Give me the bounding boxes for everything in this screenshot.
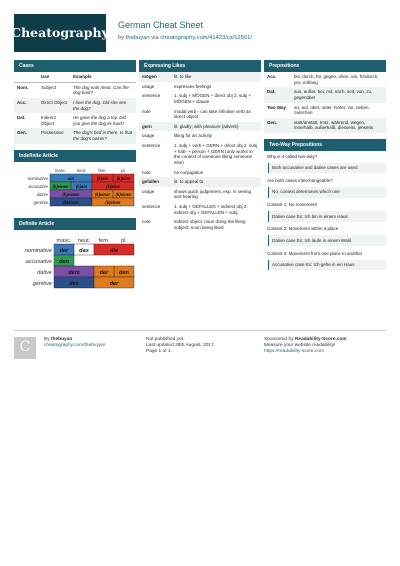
likes-value: expresses feelings <box>174 83 212 89</box>
column-2 <box>139 60 261 239</box>
table-row <box>139 217 261 232</box>
article-form: den <box>59 258 69 265</box>
case-example: The dog eats meat. Can the dog bark? <box>73 84 129 96</box>
gender-column-label: pl. <box>121 237 127 244</box>
two-way-answer: No, context determines which one <box>268 187 386 198</box>
table-row <box>264 72 386 87</box>
case-row-label: accusative <box>25 258 52 265</box>
article-form: (k)eines <box>63 199 79 205</box>
article-form: (k)ein <box>96 175 109 181</box>
indefinite-article-section <box>14 150 136 212</box>
likes-value: indirect object: noun doing the liking subject: noun being liked <box>174 219 246 230</box>
two-way-answer: Accusative case Ex: Ich gehe in ein Haus <box>268 260 386 271</box>
two-way-answer: Dative case Ex: Ich laufe in einem Wald <box>268 235 386 246</box>
likes-value: shows quick judgement, esp. in seeing and hearing <box>174 188 252 200</box>
column-3 <box>264 60 386 276</box>
footer-published: Not published yet. <box>146 337 185 342</box>
article-form: der <box>59 247 69 254</box>
article-form: des <box>69 280 79 287</box>
table-row <box>139 187 261 202</box>
likes-value: liking for an activity <box>174 133 213 139</box>
footer-updated: Last updated 28th August, 2017. <box>146 342 216 348</box>
case-row-label: dative <box>36 191 48 197</box>
case-name: Gen. <box>14 128 38 143</box>
likes-key: mögen <box>139 72 171 82</box>
cases-table <box>14 72 136 144</box>
table-row <box>14 82 136 98</box>
prep-case: Acc. <box>267 74 277 79</box>
table-row <box>139 168 261 178</box>
footer <box>14 330 386 360</box>
expressing-likes-header: Expressing Likes <box>139 60 261 72</box>
case-row-label: nominative <box>24 247 52 254</box>
cases-col-0 <box>14 72 38 82</box>
footer-sponsor-tagline: Measure your website readability! <box>264 342 336 348</box>
case-use: Subject <box>41 84 57 90</box>
footer-author-name[interactable]: thebuyan <box>50 337 73 342</box>
author-avatar: C <box>14 337 36 359</box>
case-example: The dog's bed is there. Is that the dog's owner? <box>70 128 136 143</box>
footer-sponsor-pre: Sponsored by <box>264 337 295 342</box>
article-form: die <box>109 247 119 254</box>
article-form: (k)einen <box>52 183 69 189</box>
table-row <box>264 103 386 118</box>
likes-key: sentence <box>142 143 161 148</box>
indefinite-article-header: Indefinite Article <box>14 150 136 162</box>
header <box>11 14 386 52</box>
footer-sponsor <box>264 337 347 355</box>
prep-case: Two Way <box>267 104 286 110</box>
two-way-list <box>264 151 386 270</box>
footer-author-link[interactable]: cheatography.com/thebuyan/ <box>44 342 106 348</box>
author-link[interactable]: thebuyan <box>125 35 150 42</box>
table-row <box>139 122 261 132</box>
case-row-label: nominative <box>27 175 48 181</box>
case-example: I love the dog. Did she see the dog? <box>70 98 136 113</box>
article-form: (k)einer <box>94 191 111 197</box>
prep-case: Dat. <box>264 87 291 102</box>
likes-key: usage <box>142 188 155 194</box>
article-form: den <box>119 269 129 276</box>
prepositions-header: Prepositions <box>264 60 386 72</box>
likes-key: gefallen <box>139 177 171 187</box>
likes-key: gern <box>139 122 171 132</box>
table-row <box>139 202 261 217</box>
likes-key: usage <box>142 133 155 139</box>
table-row <box>264 87 386 102</box>
article-form: (k)einer <box>105 199 121 205</box>
two-way-answer: Dative case Ex: Ich bin in einem Haus <box>268 211 386 222</box>
article-form: (k)eine <box>116 175 131 181</box>
cases-header: Cases <box>14 60 136 72</box>
definite-article-header: Definite Article <box>14 218 136 230</box>
byline-by: by <box>118 35 126 42</box>
likes-value: modal verb - can take infinitive verb as direct object <box>174 108 251 120</box>
article-form: der <box>109 280 119 287</box>
indefinite-article-chart <box>14 162 136 212</box>
article-form: das <box>79 247 89 254</box>
table-row <box>139 131 261 141</box>
gender-column-label: pl. <box>121 167 126 173</box>
likes-key: note <box>142 219 151 225</box>
gender-column-label: neut. <box>76 167 87 173</box>
likes-key: note <box>142 108 151 114</box>
case-example: He gave the dog a toy. Did you give the dog its food? <box>73 115 126 126</box>
article-form: der <box>99 269 109 276</box>
two-way-question: Context 1: No movement <box>267 202 317 207</box>
case-use: Possessive <box>38 128 70 143</box>
table-row <box>139 72 261 82</box>
table-row <box>14 128 136 143</box>
gender-column-label: masc. <box>56 237 72 244</box>
article-form: ein <box>67 175 75 181</box>
likes-value: no conjugation <box>174 169 204 175</box>
likes-key: sentence <box>142 93 161 99</box>
definite-article-section <box>14 218 136 296</box>
likes-value: lit. gladly; with pleasure (adverb) <box>171 122 261 132</box>
two-way-question: Why is it called two-way? <box>267 153 318 159</box>
likes-key: note <box>142 169 151 175</box>
case-row-label: genitive <box>32 280 52 287</box>
table-row <box>139 82 261 92</box>
gender-column-label: masc. <box>54 167 67 173</box>
two-way-prepositions-section <box>264 139 386 270</box>
footer-page: Page 1 of 1. <box>146 348 172 354</box>
two-way-question: Context 3: Movement from one place to another <box>267 250 363 256</box>
footer-sponsor-link[interactable]: https://readability-score.com <box>264 348 324 354</box>
likes-table <box>139 72 261 233</box>
likes-key: sentence <box>142 204 161 209</box>
footer-meta <box>146 337 215 355</box>
table-row <box>139 177 261 187</box>
table-row <box>14 98 136 113</box>
prep-list: bis, durch, für, gegen, ohne, um, frindurch, pro, entlang <box>294 74 379 85</box>
table-row <box>139 107 261 122</box>
expressing-likes-section <box>139 60 261 233</box>
cheatography-logo[interactable]: Cheatography <box>14 14 106 52</box>
article-form: (k)einem <box>62 191 80 197</box>
two-way-question: Context 2: Movement within a place <box>267 226 339 232</box>
case-row-label: accusative <box>28 183 48 189</box>
footer-by-label: By <box>44 337 51 342</box>
definite-article-chart <box>14 230 136 296</box>
case-name: Dat. <box>17 115 26 121</box>
prep-case: Gen. <box>264 118 291 133</box>
article-form: (k)einen <box>115 191 132 197</box>
case-name: Nom. <box>17 84 29 90</box>
definite-article-grid <box>14 230 136 296</box>
article-form: (k)eine <box>106 183 120 189</box>
prep-list: an, auf, über, unter, hinter, vor, neben, zwischen <box>294 104 370 116</box>
article-form: dem <box>68 269 80 276</box>
prepositions-table <box>264 72 386 133</box>
article-form: (k)ein <box>75 183 88 189</box>
header-text <box>106 14 252 52</box>
gender-column-label: fem. <box>98 237 110 244</box>
gender-column-label: fem. <box>98 167 107 173</box>
likes-key: usage <box>142 83 155 89</box>
table-row <box>264 118 386 133</box>
case-use: Direct Object <box>38 98 70 113</box>
gender-column-label: neut. <box>77 237 91 244</box>
two-way-answer: Both accusative and dative cases are used <box>268 163 386 174</box>
table-row <box>14 113 136 128</box>
footer-author <box>44 337 106 349</box>
table-row <box>139 141 261 168</box>
footer-sponsor-name[interactable]: Readability-Score.com <box>294 337 347 342</box>
likes-value: 1. subj + GEFALLEN + indirect obj 2. indirect obj + GEFALLEN + subj <box>174 204 248 215</box>
indefinite-article-grid <box>14 162 136 212</box>
page-title: German Cheat Sheet <box>118 20 204 30</box>
byline-via: via <box>149 35 161 42</box>
byline <box>118 35 252 42</box>
case-row-label: dative <box>37 269 52 276</box>
likes-value: lit. to appeal to <box>171 177 261 187</box>
prep-list: aus, außer, bei, mit, nach, seit, von, zu, gegenüber <box>291 87 386 102</box>
case-row-label: genitive <box>33 199 48 205</box>
likes-value: 1. subj + verb + GERN + direct obj 2. subj + hab- + person + GERN (only works in the context of someone liking someone else) <box>174 143 258 165</box>
case-use: Indirect Object <box>41 115 56 126</box>
two-way-question: Are both cases interchangeable? <box>267 177 333 183</box>
case-name: Acc. <box>14 98 38 113</box>
likes-value: 1. subj + MÖGEN + direct obj 2. subj + MÖGEN + clause <box>174 93 252 104</box>
likes-value: lit. to like <box>171 72 261 82</box>
two-way-prepositions-header: Two-Way Prepositions <box>264 139 386 151</box>
prepositions-section <box>264 60 386 133</box>
prep-list: statt/anstatt, trotz, während, wegen, innerhalb, außerhalb, diesseits, jenseits <box>291 118 386 133</box>
column-1 <box>14 60 136 302</box>
cases-col-example: Example <box>70 72 136 82</box>
table-row <box>139 91 261 106</box>
cases-col-use: Use <box>38 72 70 82</box>
cases-section <box>14 60 136 144</box>
sheet-url-link[interactable]: cheatography.com/41423/cs/12561/ <box>160 35 252 42</box>
